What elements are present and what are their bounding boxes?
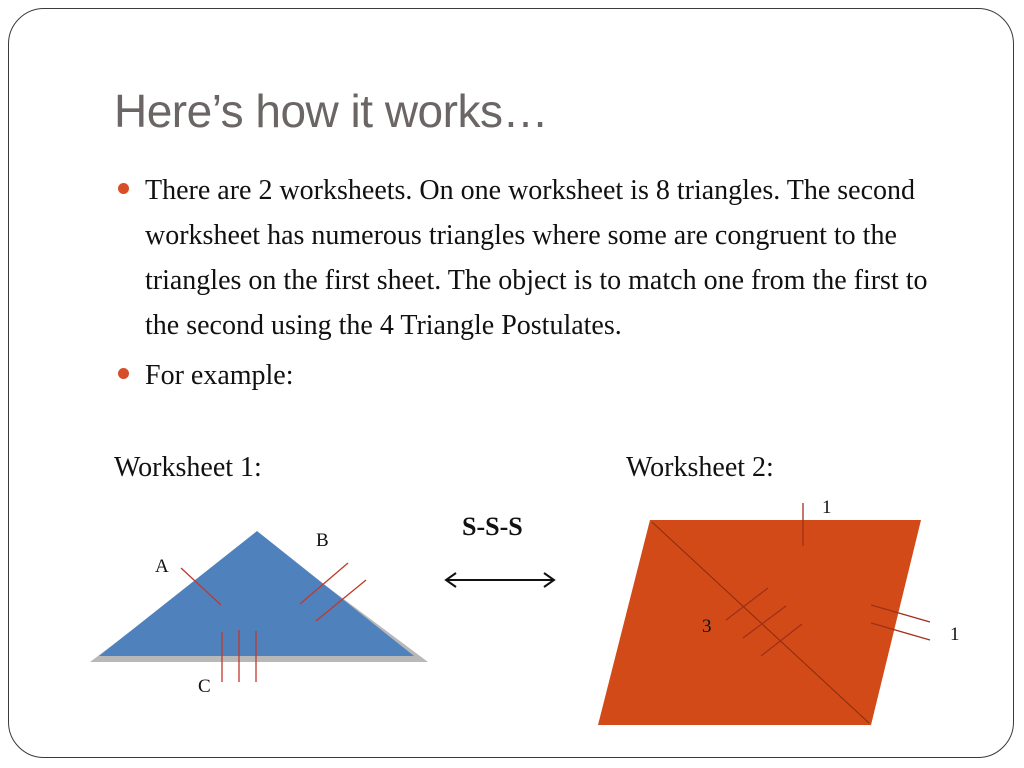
triangle-label-a: A bbox=[155, 556, 169, 577]
bullet-text: For example: bbox=[145, 360, 294, 391]
triangle-label-b: B bbox=[316, 530, 329, 551]
parallelogram-label-center: 3 bbox=[702, 616, 712, 637]
bullet-text: There are 2 worksheets. On one worksheet is 8 triangles. The second worksheet has numerous triangles where some are congruent to the triangles on the first sheet. The object is to match one from the first to the second using the 4 Triangle Postulates. bbox=[145, 175, 928, 341]
parallelogram-label-right: 1 bbox=[950, 624, 960, 645]
double-arrow-icon bbox=[446, 573, 554, 587]
parallelogram-figure bbox=[598, 520, 921, 725]
slide-title: Here’s how it works… bbox=[114, 85, 548, 137]
parallelogram-label-top: 1 bbox=[822, 497, 832, 518]
triangle-figure bbox=[90, 531, 428, 662]
parallelogram-shape bbox=[598, 520, 921, 725]
worksheet-1-label: Worksheet 1: bbox=[114, 452, 262, 483]
postulate-label: S-S-S bbox=[462, 512, 523, 541]
triangle-label-c: C bbox=[198, 676, 211, 697]
worksheet-2-label: Worksheet 2: bbox=[626, 452, 774, 483]
